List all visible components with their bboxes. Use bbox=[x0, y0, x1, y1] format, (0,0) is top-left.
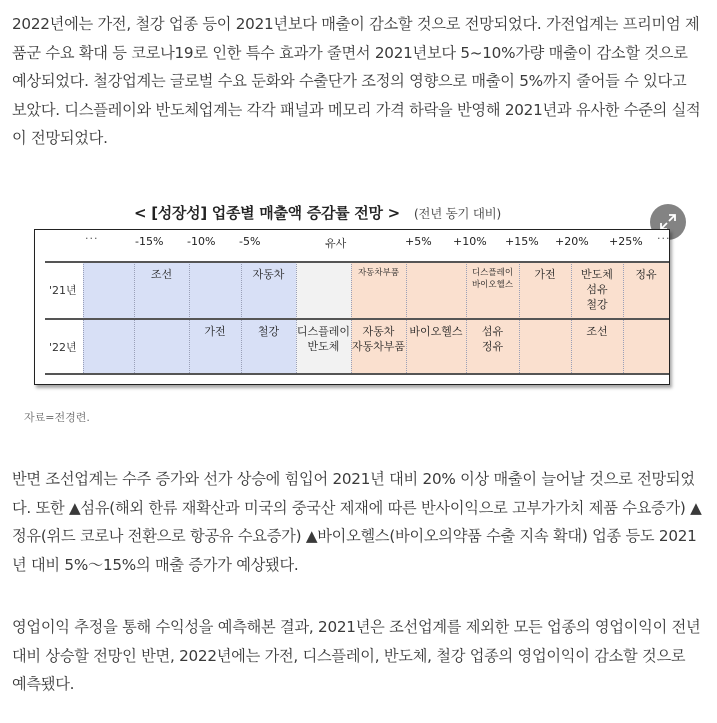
figure-title-text: < [성장성] 업종별 매출액 증감률 전망 > bbox=[134, 204, 400, 222]
industry-cell: 디스플레이 반도체 bbox=[296, 325, 351, 353]
row-divider bbox=[45, 261, 669, 263]
industry-cell: 조선 bbox=[150, 268, 173, 281]
row-divider bbox=[45, 318, 669, 320]
figure-table-frame bbox=[34, 229, 670, 385]
paragraph-1: 2022년에는 가전, 철강 업종 등이 2021년보다 매출이 감소할 것으로 전망되었다. 가전업계는 프리미엄 제품군 수요 확대 등 코로나19로 인한 특수 효과가 줄면서 2021년보다 5~10%가량 매출이 감소할 것으로 예상되었다. 철강업계는 글로벌 수요 둔화와 수출단가 조정의 영향으로 매출이 5%까지 줄어들 수 있다고 보았다. 디스플레이와 반도체업계는 각각 패널과 메모리 가격 하락을 반영해 2021년과 유사한 수준의 실적이 전망되었다. bbox=[12, 15, 701, 148]
figure-title bbox=[134, 202, 501, 223]
industry-cell: 자동차 자동차부품 bbox=[351, 325, 406, 353]
scale-label: +5% bbox=[405, 235, 432, 248]
industry-cell: 자동차부품 bbox=[357, 268, 400, 278]
year-label: '22년 bbox=[49, 341, 77, 354]
scale-label: ··· bbox=[85, 232, 99, 245]
industry-grid bbox=[45, 261, 669, 375]
industry-cell: 조선 bbox=[586, 325, 608, 338]
industry-cell: 반도체 섬유 철강 bbox=[581, 268, 613, 311]
scale-label: +20% bbox=[555, 235, 589, 248]
industry-cell: 가전 bbox=[204, 325, 226, 338]
scale-label: +25% bbox=[609, 235, 643, 248]
industry-cell: 바이오헬스 bbox=[409, 325, 463, 338]
scale-label: +15% bbox=[505, 235, 539, 248]
industry-cell: 정유 bbox=[635, 268, 657, 281]
industry-cell: 철강 bbox=[257, 325, 280, 338]
scale-label: ··· bbox=[657, 232, 671, 245]
industry-cell: 자동차 bbox=[252, 268, 285, 281]
industry-cell: 디스플레이 바이오헬스 bbox=[471, 268, 514, 290]
scale-label: -10% bbox=[187, 235, 216, 248]
year-label: '21년 bbox=[49, 284, 77, 297]
scale-label: -15% bbox=[135, 235, 164, 248]
paragraph-2: 반면 조선업계는 수주 증가와 선가 상승에 힘입어 2021년 대비 20% 이상 매출이 늘어날 것으로 전망되었다. 또한 ▲섬유(해외 한류 재확산과 미국의 중국산 제재에 따른 반사이익으로 고부가가치 제품 수요증가) ▲정유(위드 코로나 전환으로 항공유 수요증가) ▲바이오헬스(바이오의약품 수출 지속 확대) 업종 등도 2021년 대비 5%～15%의 매출 증가가 예상됐다. bbox=[12, 470, 702, 574]
row-divider bbox=[45, 373, 669, 375]
paragraph-3: 영업이익 추정을 통해 수익성을 예측해본 결과, 2021년은 조선업계를 제외한 모든 업종의 영업이익이 전년 대비 상승할 전망인 반면, 2022년에는 가전, 디스플레이, 반도체, 철강 업종의 영업이익이 감소할 것으로 예측됐다. bbox=[12, 618, 701, 694]
industry-cell: 가전 bbox=[534, 268, 556, 281]
growth-outlook-figure bbox=[34, 198, 686, 388]
source-caption: 자료=전경련. bbox=[24, 411, 90, 424]
scale-label: -5% bbox=[239, 235, 261, 248]
industry-cell: 섬유 정유 bbox=[481, 325, 504, 353]
figure-subtitle: (전년 동기 대비) bbox=[413, 206, 501, 221]
scale-label: 유사 bbox=[325, 237, 347, 250]
scale-label: +10% bbox=[453, 235, 487, 248]
